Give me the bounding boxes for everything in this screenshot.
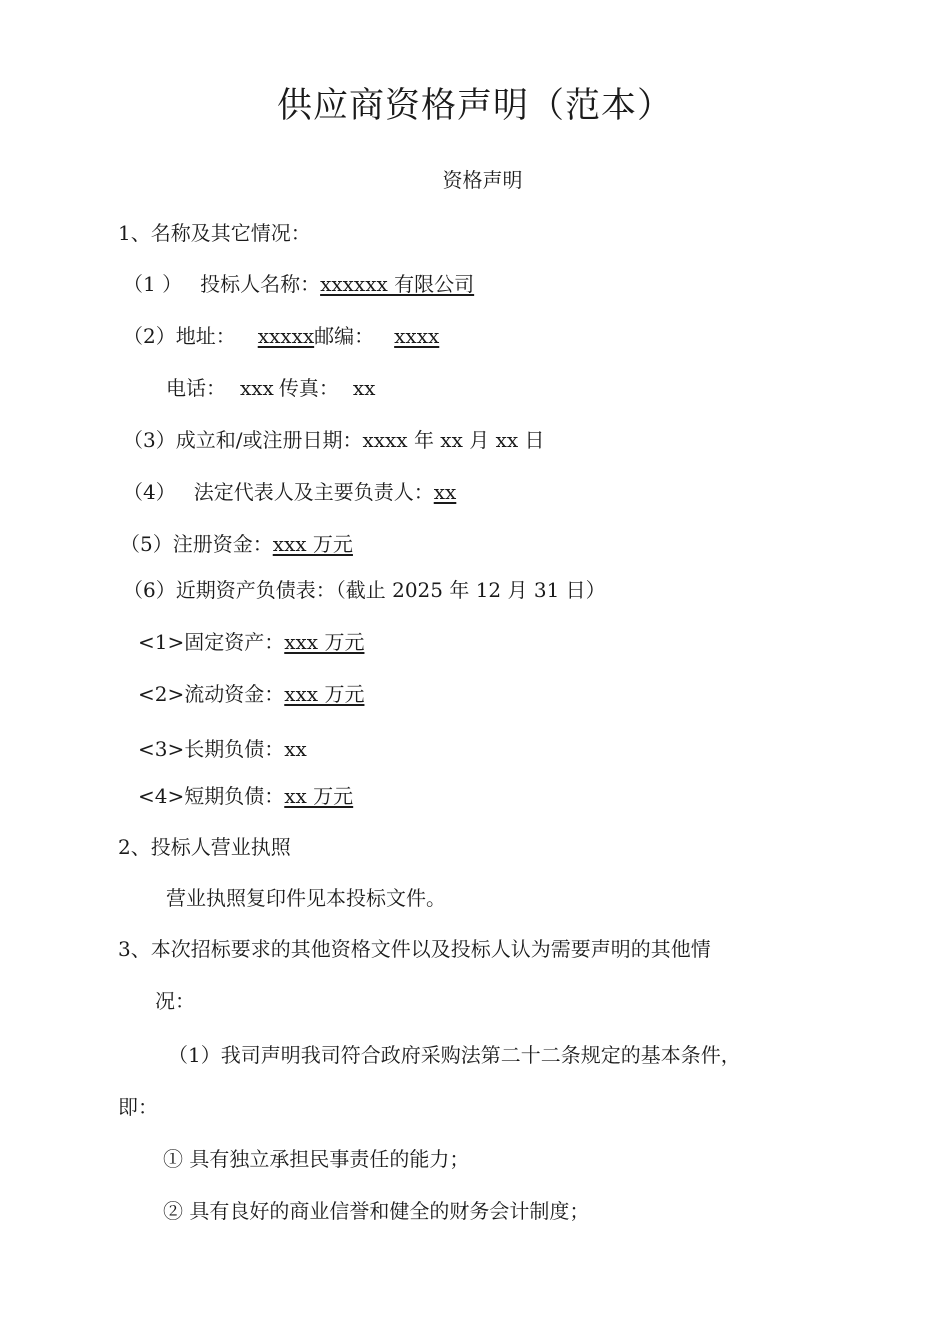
- address-line: [123, 322, 439, 350]
- address-value: xxxxx: [257, 324, 315, 348]
- sub-item-number: <1>: [138, 630, 185, 654]
- current-funds-label: 流动资金：: [184, 682, 285, 706]
- bidder-name-value: xxxxxx 有限公司: [320, 272, 475, 296]
- bidder-name-line: [123, 270, 474, 298]
- item-number: （6）: [123, 578, 176, 602]
- long-term-debt-value: xx: [284, 737, 307, 761]
- section-1-heading: 1、名称及其它情况：: [118, 221, 311, 245]
- page-title: 供应商资格声明（范本）: [276, 86, 673, 126]
- condition-item-1: ① 具有独立承担民事责任的能力；: [163, 1147, 470, 1171]
- legal-representative-label: 法定代表人及主要负责人：: [193, 480, 434, 504]
- registration-date-line: [123, 426, 545, 454]
- condition-item-2: ② 具有良好的商业信誉和健全的财务会计制度；: [163, 1199, 590, 1223]
- statement-paragraph-continued: 即：: [118, 1095, 158, 1119]
- short-term-debt-line: [138, 782, 353, 810]
- bidder-name-label: 投标人名称：: [200, 272, 321, 296]
- address-label: 地址：: [175, 324, 236, 348]
- current-funds-line: [138, 680, 364, 708]
- sub-item-number: <3>: [138, 737, 185, 761]
- registered-capital-label: 注册资金：: [172, 532, 273, 556]
- item-number: （2）: [123, 324, 176, 348]
- item-number: （4）: [123, 480, 176, 504]
- registered-capital-line: [120, 530, 353, 558]
- phone-value: xxx: [240, 376, 274, 400]
- phone-line: [166, 374, 375, 402]
- sub-item-number: <4>: [138, 784, 185, 808]
- postal-code-value: xxxx: [394, 324, 440, 348]
- long-term-debt-label: 长期负债：: [184, 737, 285, 761]
- short-term-debt-label: 短期负债：: [184, 784, 285, 808]
- sub-item-number: <2>: [138, 682, 185, 706]
- item-number: （5）: [120, 532, 173, 556]
- item-number: （3）: [123, 428, 176, 452]
- fixed-assets-line: [138, 628, 364, 656]
- fax-label: 传真：: [278, 376, 339, 400]
- legal-representative-value: xx: [433, 480, 457, 504]
- fixed-assets-value: xxx 万元: [284, 630, 365, 654]
- phone-label: 电话：: [166, 376, 226, 400]
- page-subtitle: 资格声明: [442, 168, 523, 192]
- section-2-heading: 2、投标人营业执照: [118, 835, 291, 859]
- long-term-debt-line: [138, 735, 307, 763]
- fax-value: xx: [352, 376, 376, 400]
- short-term-debt-value: xx 万元: [284, 784, 354, 808]
- balance-sheet-text: 近期资产负债表：（截止 2025 年 12 月 31 日）: [175, 578, 606, 602]
- legal-representative-line: [123, 478, 456, 506]
- statement-paragraph: （1）我司声明我司符合政府采购法第二十二条规定的基本条件，: [168, 1043, 741, 1067]
- business-license-text: 营业执照复印件见本投标文件。: [166, 886, 446, 910]
- registered-capital-value: xxx 万元: [272, 532, 353, 556]
- current-funds-value: xxx 万元: [284, 682, 365, 706]
- item-number: （1 ）: [123, 272, 183, 296]
- postal-code-label: 邮编：: [314, 324, 375, 348]
- fixed-assets-label: 固定资产：: [184, 630, 285, 654]
- balance-sheet-line: [123, 576, 606, 604]
- registration-date-text: 成立和/或注册日期：xxxx 年 xx 月 xx 日: [175, 428, 545, 452]
- section-3-heading: 3、本次招标要求的其他资格文件以及投标人认为需要声明的其他情: [118, 937, 711, 961]
- section-3-heading-continued: 况：: [155, 989, 195, 1013]
